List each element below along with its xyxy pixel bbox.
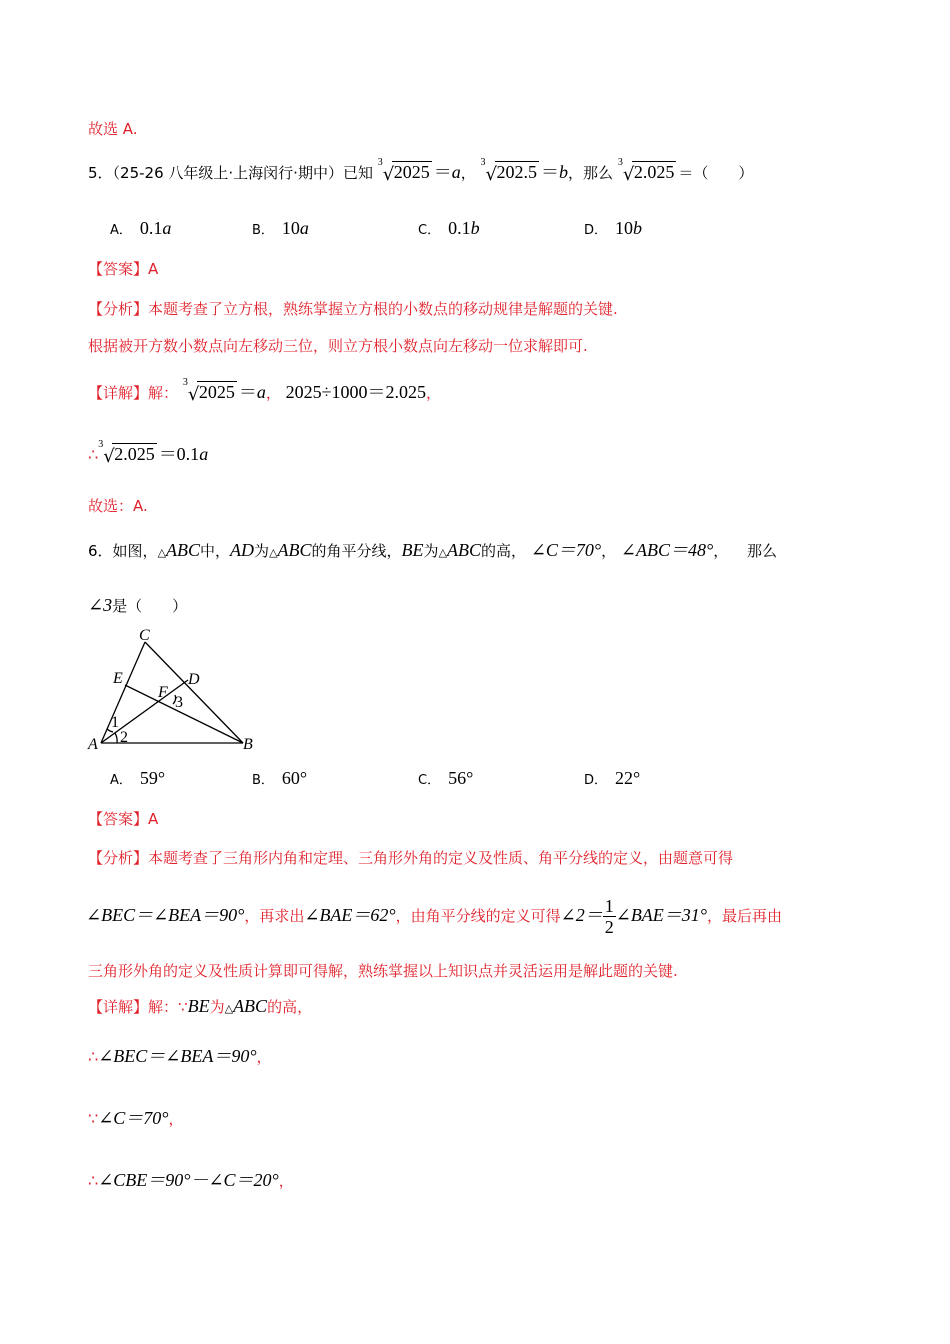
q5-source: （25-26 八年级上·上海闵行·期中）已知 [112, 164, 373, 182]
q5-stem: 5．（25-26 八年级上·上海闵行·期中）已知 3 √ 2025 ＝a， 3 √ 202.5 ＝b，那么 3 √ 2.025 ＝（ ） [88, 157, 754, 185]
q6-option-d[interactable]: D． 22° [584, 768, 641, 788]
q6-option-b[interactable]: B． 60° [252, 768, 308, 788]
q5-number: 5． [88, 164, 113, 182]
label-e: E [113, 670, 123, 687]
q6-option-a[interactable]: A． 59° [110, 768, 166, 788]
q5-option-b[interactable]: B． 10a [252, 218, 309, 238]
q6-answer: 【答案】A [88, 810, 159, 828]
label-c: C [139, 627, 150, 644]
cube-root-2-025: 3 √ 2.025 [617, 157, 675, 185]
q6-step-2: ∵∠C＝70°， [88, 1108, 184, 1128]
cube-root-202-5: 3 √ 202.5 [480, 157, 538, 185]
q5-final: 故选：A. [88, 497, 148, 515]
q6-step-1: ∴∠BEC＝∠BEA＝90°， [88, 1046, 272, 1066]
q6-analysis-3: 三角形外角的定义及性质计算即可得解，熟练掌握以上知识点并灵活运用是解此题的关键. [88, 962, 678, 980]
q5-result: ∴ 3 √ 2.025 ＝0.1a [88, 439, 209, 467]
q5-answer: 【答案】A [88, 260, 159, 278]
q6-analysis-1: 【分析】本题考查了三角形内角和定理、三角形外角的定义及性质、角平分线的定义，由题意可得 [88, 849, 734, 867]
q6-stem: 6．如图，△ABC中，AD为△ABC的角平分线，BE为△ABC的高， ∠C＝70°， ∠ABC＝48°， 那么 [88, 540, 778, 560]
label-b: B [243, 736, 253, 753]
q5-option-d[interactable]: D． 10b [584, 218, 643, 238]
label-2: 2 [120, 729, 128, 746]
q5-option-a[interactable]: A． 0.1a [110, 218, 172, 238]
q6-stem-2: ∠3是（ ） [88, 595, 188, 615]
q6-detail: 【详解】解：∵BE为△ABC的高， [88, 996, 313, 1016]
label-d: D [188, 671, 200, 688]
label-1: 1 [111, 714, 119, 731]
q5-analysis-2: 根据被开方数小数点向左移动三位，则立方根小数点向左移动一位求解即可. [88, 337, 588, 355]
fraction-half: $\frac{1}{2}$ [604, 896, 614, 937]
q6-option-c[interactable]: C． 56° [418, 768, 474, 788]
label-3: 3 [175, 694, 183, 711]
q6-step-3: ∴∠CBE＝90°－∠C＝20°， [88, 1170, 294, 1190]
prev-answer: 故选 A. [88, 120, 138, 138]
cube-root-2025: 3 √ 2025 [377, 157, 430, 185]
label-f: F [158, 684, 168, 701]
q5-detail: 【详解】解： 3 √ 2025 ＝a， 2025÷1000＝2.025， [88, 377, 442, 405]
label-a: A [88, 736, 98, 753]
q6-analysis-2: ∠BEC＝∠BEA＝90°，再求出∠BAE＝62°，由角平分线的定义可得∠2＝ $\frac{1}{2}$ ∠BAE＝31°，最后再由 [86, 896, 783, 937]
q5-analysis-1: 【分析】本题考查了立方根，熟练掌握立方根的小数点的移动规律是解题的关键. [88, 300, 618, 318]
q5-option-c[interactable]: C． 0.1b [418, 218, 480, 238]
triangle-figure [85, 625, 275, 755]
